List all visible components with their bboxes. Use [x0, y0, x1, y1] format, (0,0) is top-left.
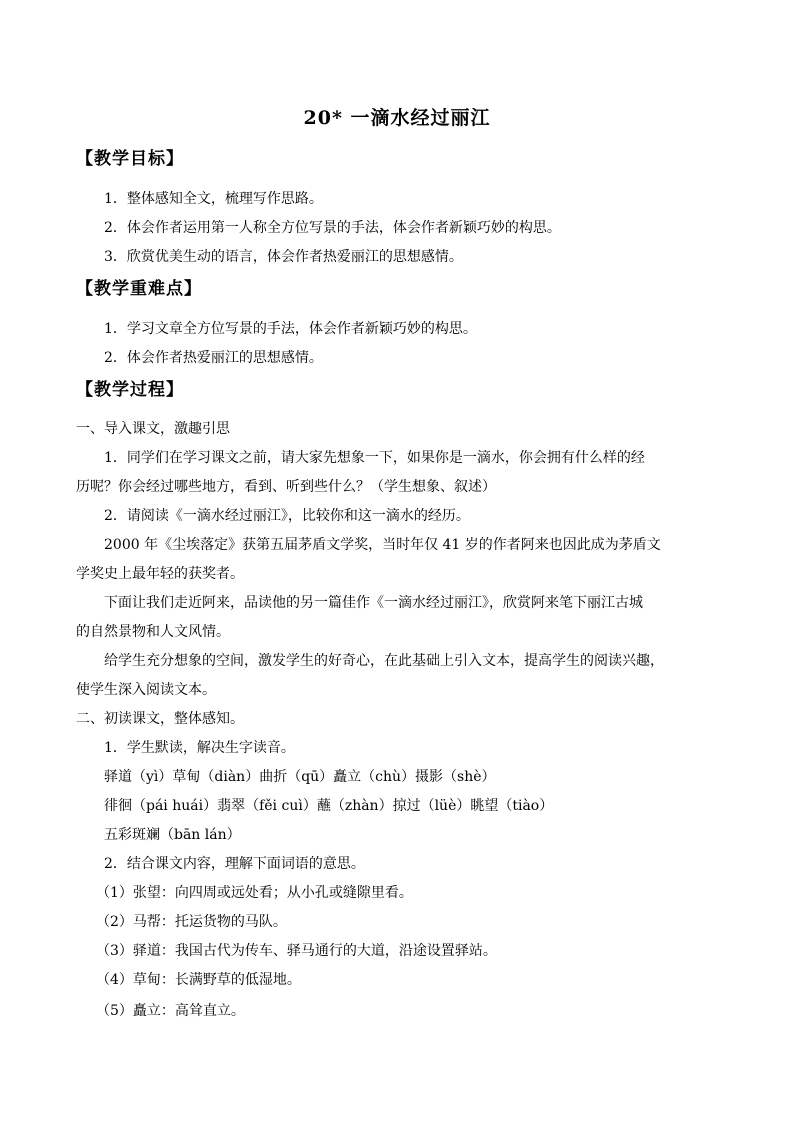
- process-line: 2000 年《尘埃落定》获第五届茅盾文学奖，当时年仅 41 岁的作者阿来也因此成为茅盾文: [104, 537, 661, 553]
- section-heading-key-points: 【教学重难点】: [76, 279, 202, 299]
- process-line: （4）草甸：长满野草的低湿地。: [96, 972, 301, 988]
- section-heading-goals: 【教学目标】: [76, 149, 184, 169]
- process-line: 五彩斑斓（bān lán）: [104, 827, 241, 843]
- process-line: （1）张望：向四周或远处看；从小孔或缝隙里看。: [96, 885, 413, 901]
- process-heading-2: 二、初读课文，整体感知。: [76, 711, 244, 727]
- process-line: 使学生深入阅读文本。: [76, 682, 216, 698]
- goal-item-1: 1．整体感知全文，梳理写作思路。: [104, 191, 323, 207]
- process-line: 给学生充分想象的空间，激发学生的好奇心，在此基础上引入文本，提高学生的阅读兴趣，: [104, 653, 664, 669]
- process-heading-1: 一、导入课文，激趣引思: [76, 421, 230, 437]
- page-title: 20* 一滴水经过丽江: [303, 107, 491, 129]
- process-line: （2）马帮：托运货物的马队。: [96, 914, 287, 930]
- key-point-item-1: 1．学习文章全方位写景的手法，体会作者新颖巧妙的构思。: [104, 321, 477, 337]
- goal-item-3: 3．欣赏优美生动的语言，体会作者热爱丽江的思想感情。: [104, 249, 463, 265]
- process-line: 驿道（yì）草甸（diàn）曲折（qū）矗立（chù）摄影（shè）: [104, 769, 496, 785]
- process-line: 徘徊（pái huái）翡翠（fěi cuì）蘸（zhàn）掠过（lüè）眺望（tiào）: [104, 798, 554, 814]
- process-line: （5）矗立：高耸直立。: [96, 1003, 245, 1019]
- process-line: 的自然景物和人文风情。: [76, 624, 230, 640]
- key-point-item-2: 2．体会作者热爱丽江的思想感情。: [104, 350, 323, 366]
- process-line: 2．结合课文内容，理解下面词语的意思。: [104, 856, 365, 872]
- process-line: （3）驿道：我国古代为传车、驿马通行的大道，沿途设置驿站。: [96, 943, 497, 959]
- process-line: 1．学生默读，解决生字读音。: [104, 740, 295, 756]
- process-line: 学奖史上最年轻的获奖者。: [76, 566, 244, 582]
- process-line: 下面让我们走近阿来，品读他的另一篇佳作《一滴水经过丽江》，欣赏阿来笔下丽江古城: [104, 595, 643, 611]
- process-line: 2．请阅读《一滴水经过丽江》，比较你和这一滴水的经历。: [104, 508, 470, 524]
- process-line: 1．同学们在学习课文之前，请大家先想象一下，如果你是一滴水，你会拥有什么样的经: [104, 450, 645, 466]
- section-heading-process: 【教学过程】: [76, 380, 184, 400]
- goal-item-2: 2．体会作者运用第一人称全方位写景的手法，体会作者新颖巧妙的构思。: [104, 220, 561, 236]
- process-line: 历呢？你会经过哪些地方，看到、听到些什么？（学生想象、叙述）: [76, 479, 496, 495]
